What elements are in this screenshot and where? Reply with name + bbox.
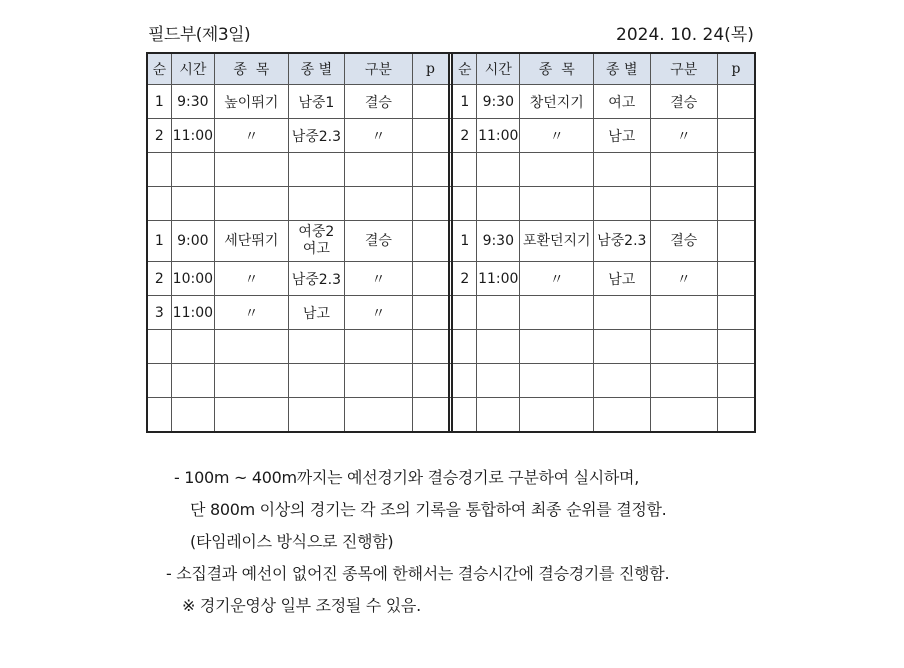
cell-time: 9:00 bbox=[171, 221, 214, 262]
cell-division-line: 여중2 bbox=[298, 224, 335, 240]
cell-round bbox=[650, 364, 718, 398]
cell-event: 〃 bbox=[520, 119, 594, 153]
cell-order bbox=[452, 153, 476, 187]
cell-round: 결승 bbox=[650, 221, 718, 262]
cell-event bbox=[520, 398, 594, 433]
col-round: 구분 bbox=[345, 53, 413, 85]
cell-division bbox=[288, 398, 344, 433]
note-line: ※ 경기운영상 일부 조정될 수 있음. bbox=[182, 596, 421, 615]
cell-division: 남중2.3 bbox=[288, 119, 344, 153]
col-division: 종 별 bbox=[594, 53, 650, 85]
cell-order bbox=[452, 398, 476, 433]
note-line: 단 800m 이상의 경기는 각 조의 기록을 통합하여 최종 순위를 결정함. bbox=[190, 500, 667, 519]
cell-event bbox=[215, 187, 289, 221]
cell-division bbox=[288, 364, 344, 398]
cell-time bbox=[477, 153, 520, 187]
cell-round: 〃 bbox=[345, 296, 413, 330]
cell-division: 남중2.3 bbox=[594, 221, 650, 262]
col-time: 시간 bbox=[477, 53, 520, 85]
cell-event bbox=[215, 364, 289, 398]
cell-event: 〃 bbox=[215, 262, 289, 296]
cell-event: 창던지기 bbox=[520, 85, 594, 119]
cell-order bbox=[147, 398, 171, 433]
cell-division: 남고 bbox=[594, 119, 650, 153]
cell-order: 2 bbox=[452, 262, 476, 296]
cell-order: 3 bbox=[147, 296, 171, 330]
cell-p bbox=[412, 187, 449, 221]
col-order: 순 bbox=[452, 53, 476, 85]
cell-order bbox=[147, 364, 171, 398]
cell-round: 결승 bbox=[345, 85, 413, 119]
cell-order: 2 bbox=[147, 119, 171, 153]
cell-p bbox=[718, 187, 755, 221]
cell-round bbox=[650, 296, 718, 330]
cell-p bbox=[718, 330, 755, 364]
table-header-row bbox=[147, 53, 755, 85]
cell-time: 9:30 bbox=[477, 221, 520, 262]
cell-division bbox=[594, 364, 650, 398]
page-title: 필드부(제3일) bbox=[148, 25, 251, 45]
table-row bbox=[147, 330, 755, 364]
note-line: (타임레이스 방식으로 진행함) bbox=[190, 532, 394, 551]
cell-round: 〃 bbox=[650, 262, 718, 296]
note-line: - 100m ~ 400m까지는 예선경기와 결승경기로 구분하여 실시하며, bbox=[174, 468, 639, 487]
cell-order bbox=[452, 296, 476, 330]
cell-p bbox=[412, 153, 449, 187]
cell-time bbox=[171, 330, 214, 364]
cell-order bbox=[452, 330, 476, 364]
col-order: 순 bbox=[147, 53, 171, 85]
cell-event bbox=[215, 398, 289, 433]
cell-order: 2 bbox=[452, 119, 476, 153]
cell-time bbox=[477, 364, 520, 398]
col-p: p bbox=[412, 53, 449, 85]
cell-order: 1 bbox=[452, 85, 476, 119]
cell-order: 1 bbox=[147, 85, 171, 119]
cell-event bbox=[520, 153, 594, 187]
table-row bbox=[147, 85, 755, 119]
cell-time bbox=[171, 153, 214, 187]
cell-division: 남중1 bbox=[288, 85, 344, 119]
cell-time: 10:00 bbox=[171, 262, 214, 296]
cell-p bbox=[718, 153, 755, 187]
cell-event bbox=[520, 364, 594, 398]
cell-event bbox=[520, 330, 594, 364]
cell-division bbox=[288, 187, 344, 221]
cell-round bbox=[650, 153, 718, 187]
cell-p bbox=[718, 296, 755, 330]
cell-p bbox=[412, 296, 449, 330]
cell-order: 2 bbox=[147, 262, 171, 296]
cell-event bbox=[520, 187, 594, 221]
cell-round bbox=[345, 398, 413, 433]
cell-division bbox=[594, 296, 650, 330]
cell-division: 남중2.3 bbox=[288, 262, 344, 296]
event-date: 2024. 10. 24(목) bbox=[616, 25, 754, 45]
cell-p bbox=[412, 330, 449, 364]
cell-division-line: 여고 bbox=[302, 241, 330, 257]
cell-time bbox=[171, 364, 214, 398]
table-row bbox=[147, 153, 755, 187]
table-row bbox=[147, 262, 755, 296]
cell-p bbox=[718, 398, 755, 433]
cell-time bbox=[477, 296, 520, 330]
cell-round bbox=[345, 364, 413, 398]
cell-time bbox=[171, 187, 214, 221]
cell-p bbox=[718, 85, 755, 119]
cell-division bbox=[288, 221, 344, 262]
cell-time bbox=[477, 398, 520, 433]
cell-division: 남고 bbox=[288, 296, 344, 330]
cell-division: 여고 bbox=[594, 85, 650, 119]
cell-division bbox=[594, 398, 650, 433]
cell-order bbox=[452, 187, 476, 221]
cell-round: 결승 bbox=[650, 85, 718, 119]
cell-event: 〃 bbox=[215, 119, 289, 153]
cell-division bbox=[594, 187, 650, 221]
cell-round bbox=[345, 187, 413, 221]
cell-p bbox=[412, 262, 449, 296]
col-division: 종 별 bbox=[288, 53, 344, 85]
cell-round: 〃 bbox=[650, 119, 718, 153]
table-row bbox=[147, 296, 755, 330]
cell-event: 세단뛰기 bbox=[215, 221, 289, 262]
col-event: 종 목 bbox=[215, 53, 289, 85]
cell-time: 11:00 bbox=[171, 296, 214, 330]
cell-time: 9:30 bbox=[171, 85, 214, 119]
cell-order bbox=[147, 187, 171, 221]
cell-round bbox=[650, 330, 718, 364]
cell-event: 〃 bbox=[520, 262, 594, 296]
table-row bbox=[147, 119, 755, 153]
cell-order bbox=[147, 153, 171, 187]
cell-time: 11:00 bbox=[477, 119, 520, 153]
cell-round bbox=[650, 187, 718, 221]
cell-event bbox=[215, 330, 289, 364]
cell-time: 11:00 bbox=[477, 262, 520, 296]
table-row bbox=[147, 398, 755, 433]
cell-order bbox=[147, 330, 171, 364]
cell-p bbox=[718, 262, 755, 296]
col-round: 구분 bbox=[650, 53, 718, 85]
cell-round bbox=[345, 330, 413, 364]
cell-division bbox=[594, 330, 650, 364]
cell-round: 〃 bbox=[345, 119, 413, 153]
cell-event bbox=[215, 153, 289, 187]
cell-p bbox=[718, 221, 755, 262]
cell-division bbox=[288, 153, 344, 187]
schedule-table bbox=[146, 52, 756, 433]
cell-event: 높이뛰기 bbox=[215, 85, 289, 119]
cell-time bbox=[477, 330, 520, 364]
cell-p bbox=[718, 119, 755, 153]
cell-round bbox=[650, 398, 718, 433]
cell-p bbox=[412, 85, 449, 119]
cell-division bbox=[288, 330, 344, 364]
cell-order: 1 bbox=[452, 221, 476, 262]
cell-division: 남고 bbox=[594, 262, 650, 296]
table-row bbox=[147, 221, 755, 262]
cell-division bbox=[594, 153, 650, 187]
cell-p bbox=[718, 364, 755, 398]
cell-time: 11:00 bbox=[171, 119, 214, 153]
table-row bbox=[147, 187, 755, 221]
cell-event: 포환던지기 bbox=[520, 221, 594, 262]
cell-round: 〃 bbox=[345, 262, 413, 296]
cell-time: 9:30 bbox=[477, 85, 520, 119]
cell-round bbox=[345, 153, 413, 187]
col-p: p bbox=[718, 53, 755, 85]
cell-time bbox=[171, 398, 214, 433]
cell-round: 결승 bbox=[345, 221, 413, 262]
cell-p bbox=[412, 364, 449, 398]
cell-event bbox=[520, 296, 594, 330]
cell-order: 1 bbox=[147, 221, 171, 262]
cell-p bbox=[412, 221, 449, 262]
col-event: 종 목 bbox=[520, 53, 594, 85]
notes bbox=[160, 462, 669, 622]
cell-order bbox=[452, 364, 476, 398]
col-time: 시간 bbox=[171, 53, 214, 85]
cell-time bbox=[477, 187, 520, 221]
table-row bbox=[147, 364, 755, 398]
cell-event: 〃 bbox=[215, 296, 289, 330]
note-line: - 소집결과 예선이 없어진 종목에 한해서는 결승시간에 결승경기를 진행함. bbox=[166, 564, 670, 583]
cell-p bbox=[412, 398, 449, 433]
cell-p bbox=[412, 119, 449, 153]
